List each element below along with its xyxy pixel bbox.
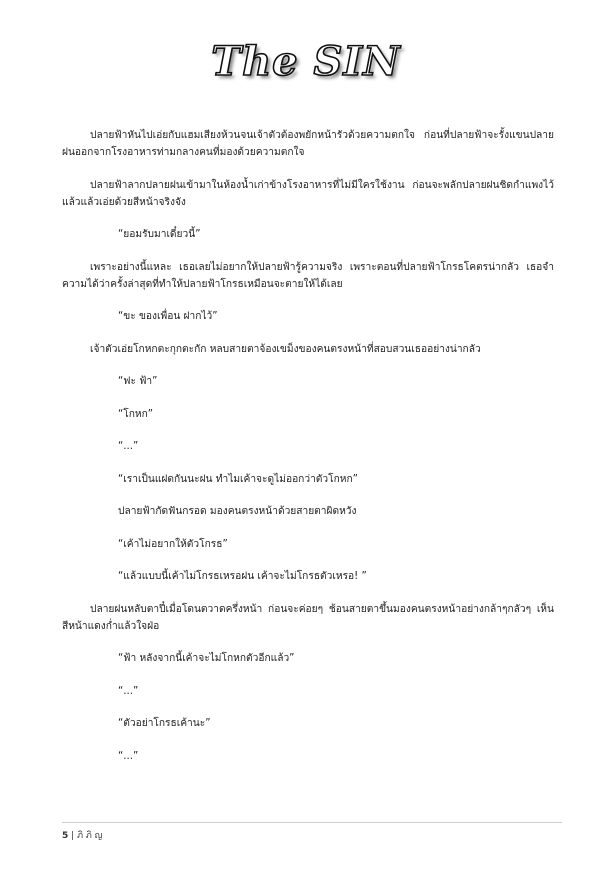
page-footer: [62, 828, 102, 842]
paragraph-narration: เพราะอย่างนี้แหละ เธอเลยไม่อยากให้ปลายฟ้ารู้ความจริง เพราะตอนที่ปลายฟ้าโกรธโคตรน่ากลัว เธอจำความได้ว่าครั้งล่าสุดที่ทำให้ปลายฟ้าโกรธเหมือนจะตายให้ได้เลย: [62, 261, 554, 290]
paragraph-dialogue: “แล้วแบบนี้เค้าไม่โกรธเหรอฝน เค้าจะไม่โกรธตัวเหรอ! ”: [118, 571, 367, 582]
story-body: [62, 127, 554, 780]
paragraph-narration: ปลายฟ้าหันไปเอ่ยกับแฮมเสียงห้วนจนเจ้าตัวต้องพยักหน้ารัวด้วยความตกใจ ก่อนที่ปลายฟ้าจะรั้งแขนปลายฝนออกจากโรงอาหารท่ามกลางคนที่มองด้วยความตกใจ: [62, 130, 554, 158]
paragraph-dialogue: “เราเป็นแฝดกันนะฝน ทำไมเค้าจะดูไม่ออกว่าตัวโกหก”: [118, 473, 358, 485]
paragraph-dialogue: “...”: [118, 441, 139, 452]
paragraph-narration: ปลายฟ้ากัดฟันกรอด มองคนตรงหน้าด้วยสายตาผิดหวัง: [118, 506, 357, 517]
paragraph-dialogue: “ฟะ ฟ้า”: [118, 376, 158, 387]
book-title: The SIN: [211, 38, 401, 85]
footer-separator: |: [71, 831, 75, 841]
paragraph-dialogue: “...”: [118, 685, 139, 697]
paragraph-dialogue: “โกหก”: [118, 408, 154, 420]
paragraph-dialogue: “ฟ้า หลังจากนี้เค้าจะไม่โกหกตัวอีกแล้ว”: [118, 653, 295, 664]
paragraph-narration: ปลายฝนหลับตาปี๋เมื่อโดนตวาดครึ่งหน้า ก่อนจะค่อยๆ ช้อนสายตาขึ้นมองคนตรงหน้าอย่างกล้าๆกลัวๆ เห็นสีหน้าแดงก่ำแล้วใจฝ่อ: [62, 603, 554, 632]
page-number: 5: [62, 831, 69, 841]
paragraph-dialogue: “ขะ ของเพื่อน ฝากไว้”: [118, 311, 218, 322]
paragraph-dialogue: “ตัวอย่าโกรธเค้านะ”: [118, 718, 211, 729]
paragraph-narration: เจ้าตัวเอ่ยโกหกตะกุกตะกัก หลบสายตาจ้องเขม็งของคนตรงหน้าที่สอบสวนเธออย่างน่ากลัว: [90, 343, 481, 355]
footer-divider: [62, 822, 562, 823]
paragraph-narration: ปลายฟ้าลากปลายฝนเข้ามาในห้องน้ำเก่าข้างโรงอาหารที่ไม่มีใครใช้งาน ก่อนจะพลักปลายฝนชิดกำแพงไว้แล้วแล้วเอ่ยด้วยสีหน้าจริงจัง: [62, 179, 554, 208]
paragraph-dialogue: “เค้าไม่อยากให้ตัวโกรธ”: [118, 538, 228, 550]
paragraph-dialogue: “...”: [118, 750, 139, 762]
author-name: ภิ ภิ ญ: [77, 831, 103, 841]
paragraph-dialogue: “ยอมรับมาเดี๋ยวนี้”: [118, 229, 201, 240]
